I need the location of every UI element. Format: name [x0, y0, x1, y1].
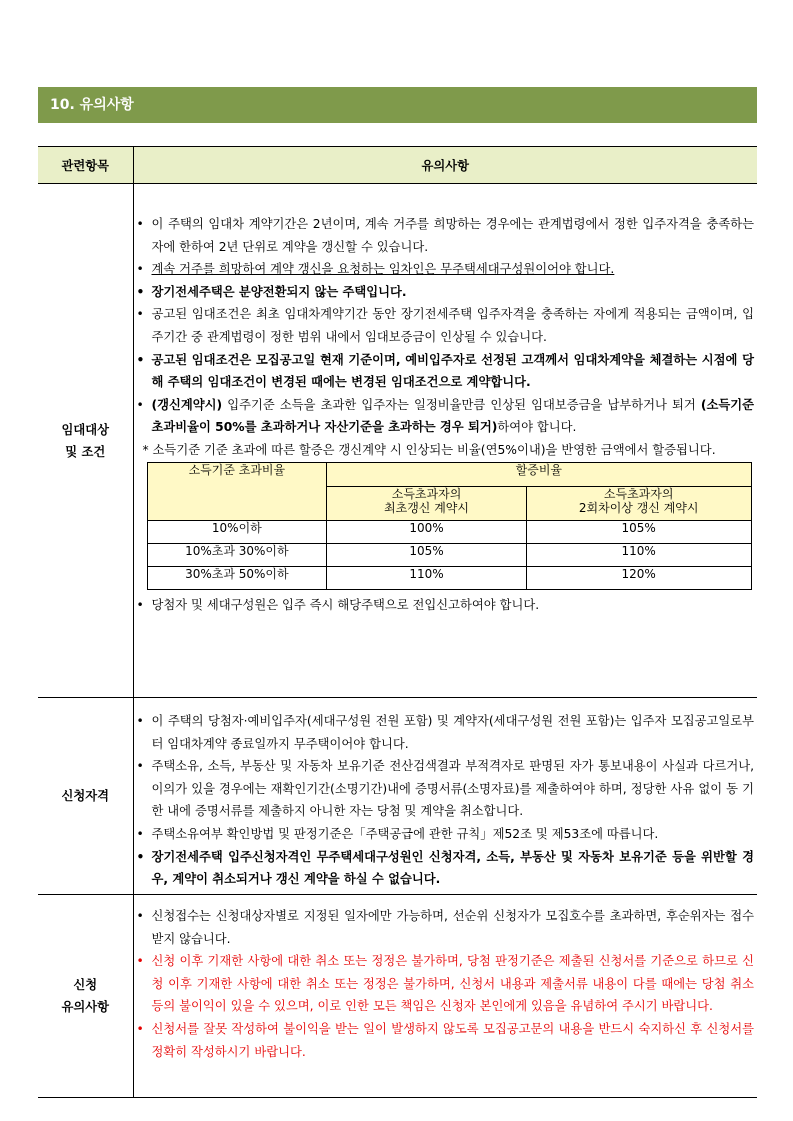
- category-line: 신청: [73, 978, 98, 992]
- table-cell: 120%: [526, 566, 751, 589]
- category-line: 신청자격: [61, 789, 109, 803]
- application-notes-body: [133, 895, 757, 1098]
- surcharge-note: * 소득기준 기준 초과에 따른 할증은 갱신계약 시 인상되는 비율(연5%이내)을 반영한 금액에서 할증됩니다.: [142, 442, 716, 457]
- list-item: • 주택소유여부 확인방법 및 판정기준은「주택공급에 관한 규칙」제52조 및 제53조에 따릅니다.: [134, 823, 755, 846]
- category-eligibility: [38, 698, 133, 895]
- list-item: • 공고된 임대조건은 최초 임대차계약기간 동안 장기전세주택 입주자격을 충족하는 자에게 적용되는 금액이며, 입주기간 중 관계법령이 정한 범위 내에서 임대보증금이 인상될 수 있습니다.: [134, 303, 755, 348]
- table-cell: 105%: [526, 520, 751, 543]
- table-cell: 10%이하: [147, 520, 327, 543]
- eligibility-body: [133, 698, 757, 895]
- list-item: • 신청 이후 기재한 사항에 대한 취소 또는 정정은 불가하며, 당첨 판정기준은 제출된 신청서를 기준으로 하므로 신청 이후 기재한 사항에 대한 취소 또는 정정은 불가하며, 신청서 내용과 제출서류 내용이 다를 때에는 당첨 취소 등의 불이익이 있을 수 있으며, 이로 인한 모든 책임은 신청자 본인에게 있음을 유념하여 주시기 바랍니다.: [134, 950, 755, 1018]
- header-notes: 유의사항: [133, 147, 757, 184]
- table-cell: 110%: [526, 543, 751, 566]
- category-application-notes: [38, 895, 133, 1098]
- surcharge-rate-table: [147, 462, 752, 590]
- rate-col-header: 소득기준 초과비율: [147, 462, 327, 520]
- section-title: 10. 유의사항: [38, 87, 757, 123]
- list-item: • 공고된 임대조건은 모집공고일 현재 기준이며, 예비입주자로 선정된 고객께서 임대차계약을 체결하는 시점에 당해 주택의 임대조건이 변경된 때에는 변경된 임대조건으로 계약합니다.: [134, 349, 755, 394]
- table-row: [147, 566, 751, 589]
- list-item: • 주택소유, 소득, 부동산 및 자동차 보유기준 전산검색결과 부적격자로 판명된 자가 통보내용이 사실과 다르거나, 이의가 있을 경우에는 재확인기간(소명기간)내에 증명서류(소명자료)를 제출하여야 하며, 정당한 사유 없이 동 기한 내에 증명서류를 제출하지 아니한 자는 당첨 및 계약을 취소합니다.: [134, 755, 755, 823]
- rate-sub-header: 소득초과자의 최초갱신 계약시: [327, 486, 527, 520]
- table-cell: 110%: [327, 566, 527, 589]
- table-row: [147, 543, 751, 566]
- category-rental-conditions: [38, 184, 133, 698]
- list-item: • (갱신계약시) 입주기준 소득을 초과한 입주자는 일정비율만큼 인상된 임대보증금을 납부하거나 퇴거 (소득기준 초과비율이 50%를 초과하거나 자산기준을 초과하는 경우 퇴거)하여야 합니다.: [134, 394, 755, 439]
- list-item: • 당첨자 및 세대구성원은 입주 즉시 해당주택으로 전입신고하여야 합니다.: [134, 594, 755, 617]
- category-line: 및 조건: [65, 444, 106, 459]
- table-cell: 30%초과 50%이하: [147, 566, 327, 589]
- list-item: • 계속 거주를 희망하여 계약 갱신을 요청하는 임차인은 무주택세대구성원이어야 합니다.: [134, 258, 755, 281]
- list-item: • 이 주택의 임대차 계약기간은 2년이며, 계속 거주를 희망하는 경우에는 관계법령에서 정한 입주자격을 충족하는 자에 한하여 2년 단위로 계약을 갱신할 수 있습니다.: [134, 213, 755, 258]
- table-row: [147, 520, 751, 543]
- rate-sub-header: 소득초과자의 2회차이상 갱신 계약시: [526, 486, 751, 520]
- table-cell: 105%: [327, 543, 527, 566]
- header-category: 관련항목: [38, 147, 133, 184]
- list-item: • 장기전세주택 입주신청자격인 무주택세대구성원인 신청자격, 소득, 부동산 및 자동차 보유기준 등을 위반할 경우, 계약이 취소되거나 갱신 계약을 하실 수 없습니다.: [134, 846, 755, 891]
- notice-table: [38, 146, 757, 1098]
- category-line: 유의사항: [61, 1000, 109, 1014]
- list-item: • 이 주택의 당첨자·예비입주자(세대구성원 전원 포함) 및 계약자(세대구성원 전원 포함)는 입주자 모집공고일로부터 임대차계약 종료일까지 무주택이어야 합니다.: [134, 710, 755, 755]
- table-cell: 10%초과 30%이하: [147, 543, 327, 566]
- list-item: • 신청서를 잘못 작성하여 불이익을 받는 일이 발생하지 않도록 모집공고문의 내용을 반드시 숙지하신 후 신청서를 정확히 작성하시기 바랍니다.: [134, 1018, 755, 1063]
- rate-group-header: 할증비율: [327, 462, 751, 486]
- rental-conditions-body: [133, 184, 757, 698]
- list-item: • 신청접수는 신청대상자별로 지정된 일자에만 가능하며, 선순위 신청자가 모집호수를 초과하면, 후순위자는 접수받지 않습니다.: [134, 905, 755, 950]
- category-line: 임대대상: [61, 422, 109, 437]
- list-item: • 장기전세주택은 분양전환되지 않는 주택입니다.: [134, 281, 755, 304]
- table-cell: 100%: [327, 520, 527, 543]
